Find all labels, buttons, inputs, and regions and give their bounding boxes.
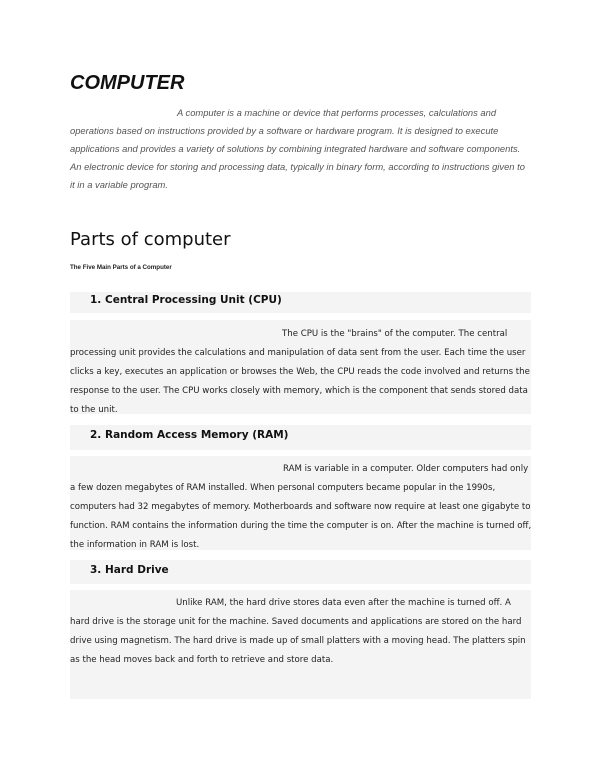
section-number: 1. bbox=[90, 294, 102, 306]
section-text: RAM is variable in a computer. Older computers had only a few dozen megabytes of RAM installed. When personal computers became popular in the 1990s, computers had 32 megabytes of memory. Motherboards and software now require at least one gigabyte to function. RAM contains the information during the time the computer is on. After the machine is turned off, the information in RAM is lost. bbox=[70, 464, 532, 550]
page-title: COMPUTER bbox=[70, 72, 185, 94]
intro-text: A computer is a machine or device that performs processes, calculations and operations based on instructions provided by a software or hardware program. It is designed to execute applications and provides a variety of solutions by combining integrated hardware and software components. An electronic device for storing and processing data, typically in binary form, according to instructions given to it in a variable program. bbox=[70, 107, 525, 190]
section-number: 2. bbox=[90, 429, 102, 441]
section-paragraph-ram bbox=[70, 460, 532, 555]
section-title-hard-drive bbox=[90, 564, 169, 576]
section-number: 3. bbox=[90, 564, 102, 576]
parts-heading: Parts of computer bbox=[70, 229, 231, 250]
section-title-cpu bbox=[90, 294, 282, 306]
section-title-text: Random Access Memory (RAM) bbox=[105, 429, 289, 441]
section-title-text: Central Processing Unit (CPU) bbox=[105, 294, 282, 306]
intro-paragraph bbox=[70, 104, 532, 194]
section-text: The CPU is the "brains" of the computer. The central processing unit provides the calculations and manipulation of data sent from the user. Each time the user clicks a key, executes an application or browses the Web, the CPU reads the code involved and returns the response to the user. The CPU works closely with memory, which is the component that sends stored data to the unit. bbox=[70, 329, 530, 415]
section-title-text: Hard Drive bbox=[105, 564, 169, 576]
section-title-ram bbox=[90, 429, 288, 441]
section-paragraph-hard-drive bbox=[70, 594, 532, 670]
section-paragraph-cpu bbox=[70, 325, 532, 420]
section-text: Unlike RAM, the hard drive stores data even after the machine is turned off. A hard drive is the storage unit for the machine. Saved documents and applications are stored on the hard drive using magnetism. The hard drive is made up of small platters with a moving head. The platters spin as the head moves back and forth to retrieve and store data. bbox=[70, 598, 526, 665]
parts-subheading: The Five Main Parts of a Computer bbox=[70, 264, 172, 271]
